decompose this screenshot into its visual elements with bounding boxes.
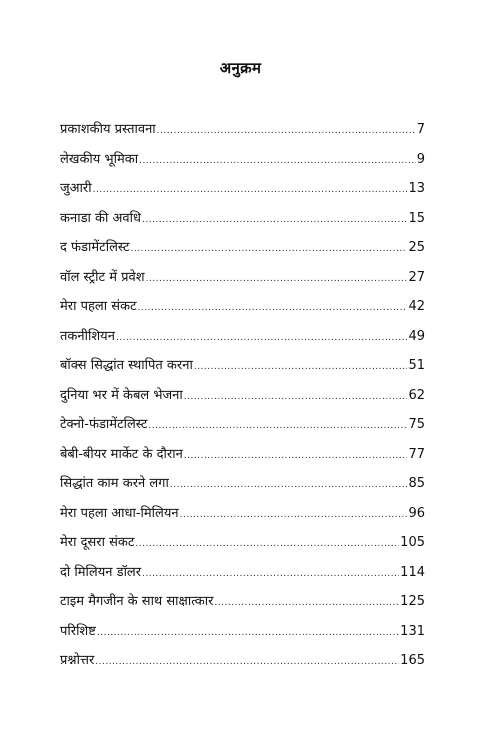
toc-entry-title: सिद्धांत काम करने लगा [60, 476, 169, 491]
toc-entry [60, 209, 425, 239]
toc-entry-title: लेखकीय भूमिका [60, 151, 139, 167]
toc-entry-page-number: 13 [408, 181, 425, 196]
toc-entry [60, 474, 425, 504]
toc-entry-title: वॉल स्ट्रीट में प्रवेश [60, 269, 145, 285]
toc-entry-page-number: 49 [408, 328, 425, 344]
toc-entry [60, 415, 425, 445]
toc-entry [60, 592, 425, 622]
toc-entry-page-number: 85 [408, 476, 425, 491]
toc-entry-title: मेरा पहला संकट [60, 299, 137, 314]
toc-entry-title: परिशिष्ट [60, 623, 96, 639]
toc-entry [60, 622, 425, 652]
toc-entry-page-number: 15 [408, 210, 425, 226]
toc-entry-title: द फंडामेंटलिस्ट [60, 240, 130, 255]
toc-entry [60, 179, 425, 209]
dot-leader [135, 534, 399, 554]
toc-entry-title: टाइम मैगजीन के साथ साक्षात्कार [60, 594, 214, 609]
toc-entry-page-number: 27 [408, 269, 425, 285]
toc-entry-page-number: 114 [400, 564, 425, 580]
dot-leader [194, 357, 408, 377]
toc-entry-page-number: 105 [400, 535, 425, 550]
toc-entry-title: तकनीशियन [60, 328, 115, 344]
toc-entry [60, 120, 425, 150]
dot-leader [116, 328, 408, 348]
toc-entry-title: दुनिया भर में केबल भेजना [60, 387, 183, 403]
toc-entry-page-number: 25 [408, 240, 425, 255]
toc-entry-page-number: 62 [408, 387, 425, 403]
toc-entry-page-number: 125 [400, 594, 425, 609]
dot-leader [157, 121, 416, 141]
toc-entry-page-number: 42 [408, 299, 425, 314]
toc-entry-title: टेक्नो-फंडामेंटलिस्ट [60, 417, 148, 432]
toc-entry [60, 238, 425, 268]
dot-leader [180, 505, 408, 525]
toc-entry [60, 533, 425, 563]
toc-entry-title: मेरा दूसरा संकट [60, 535, 135, 550]
dot-leader [97, 623, 399, 643]
dot-leader [146, 269, 408, 289]
toc-entry [60, 356, 425, 386]
toc-entry-page-number: 77 [408, 446, 425, 462]
dot-leader [184, 446, 408, 466]
toc-entry-title: बेबी-बीयर मार्केट के दौरान [60, 446, 183, 462]
dot-leader [139, 151, 416, 171]
table-of-contents [60, 120, 425, 681]
dot-leader [184, 387, 408, 407]
toc-entry-page-number: 51 [408, 358, 425, 373]
toc-entry-page-number: 96 [408, 505, 425, 521]
toc-entry [60, 150, 425, 180]
toc-entry-page-number: 131 [400, 623, 425, 639]
toc-entry-title: जुआरी [60, 181, 92, 196]
toc-entry-page-number: 9 [416, 151, 425, 167]
toc-entry [60, 651, 425, 681]
dot-leader [93, 180, 408, 200]
toc-entry-title: प्रश्नोत्तर [60, 653, 95, 668]
toc-entry-title: दो मिलियन डॉलर [60, 564, 142, 580]
toc-entry [60, 386, 425, 416]
toc-entry [60, 504, 425, 534]
toc-entry [60, 563, 425, 593]
toc-entry-page-number: 165 [400, 653, 425, 668]
toc-entry [60, 268, 425, 298]
dot-leader [148, 416, 407, 436]
dot-leader [138, 298, 408, 318]
dot-leader [95, 652, 399, 672]
toc-entry-title: मेरा पहला आधा-मिलियन [60, 505, 179, 521]
page-title: अनुक्रम [219, 59, 262, 77]
toc-entry [60, 327, 425, 357]
dot-leader [142, 564, 399, 584]
toc-entry-page-number: 75 [408, 417, 425, 432]
dot-leader [214, 593, 399, 613]
toc-entry-title: प्रकाशकीय प्रस्तावना [60, 122, 156, 137]
toc-entry-title: कनाडा की अवधि [60, 210, 142, 226]
toc-entry [60, 445, 425, 475]
toc-entry-page-number: 7 [416, 122, 425, 137]
dot-leader [131, 239, 408, 259]
dot-leader [142, 210, 407, 230]
toc-entry [60, 297, 425, 327]
dot-leader [170, 475, 408, 495]
toc-entry-title: बॉक्स सिद्धांत स्थापित करना [60, 358, 193, 373]
